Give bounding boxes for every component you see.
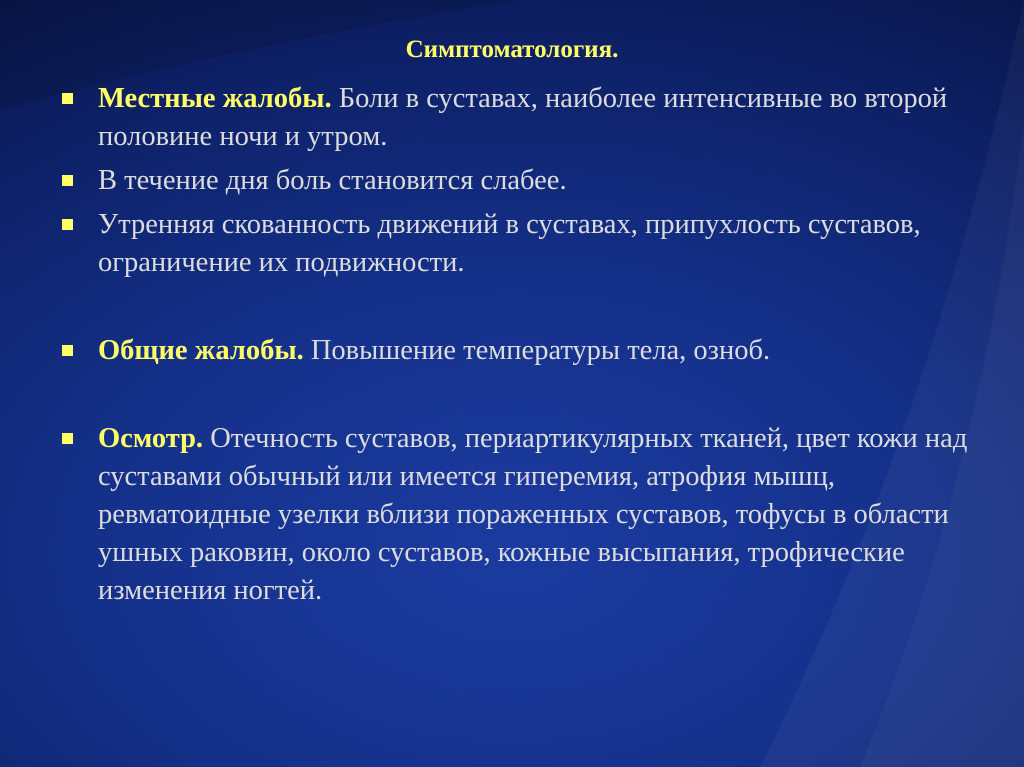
bullet-local-complaints: [58, 80, 988, 156]
bullet-text: Боли в суставах, наиболее интенсивные во второй половине ночи и утром.: [98, 83, 948, 152]
bullet-lead: Осмотр.: [98, 423, 204, 454]
bullet-text: В течение дня боль становится слабее.: [98, 165, 567, 196]
bullet-morning-stiffness: [58, 206, 988, 282]
slide-title: Симптоматология.: [405, 36, 619, 63]
bullet-text: Утренняя скованность движений в суставах, припухлость суставов, ограничение их подвижности.: [98, 209, 921, 278]
bullet-examination: [58, 420, 988, 610]
bullet-lead: Местные жалобы.: [98, 83, 332, 114]
square-bullet-icon: [62, 93, 73, 104]
bullet-text: Повышение температуры тела, озноб.: [303, 335, 771, 366]
square-bullet-icon: [62, 433, 73, 444]
bullet-general-complaints: [58, 332, 988, 370]
square-bullet-icon: [62, 345, 73, 356]
square-bullet-icon: [62, 219, 73, 230]
bullet-lead: Общие жалобы.: [98, 335, 304, 366]
square-bullet-icon: [62, 175, 73, 186]
bullet-daytime-pain: [58, 162, 988, 200]
bullet-text: Отечность суставов, периартикулярных тканей, цвет кожи над суставами обычный или имеется гиперемия, атрофия мышц, ревматоидные узелки вблизи пораженных суставов, тофусы в области ушных раковин, около суставов, кожные высыпания, трофические изменения ногтей.: [98, 423, 968, 606]
bullet-list: [58, 80, 988, 610]
